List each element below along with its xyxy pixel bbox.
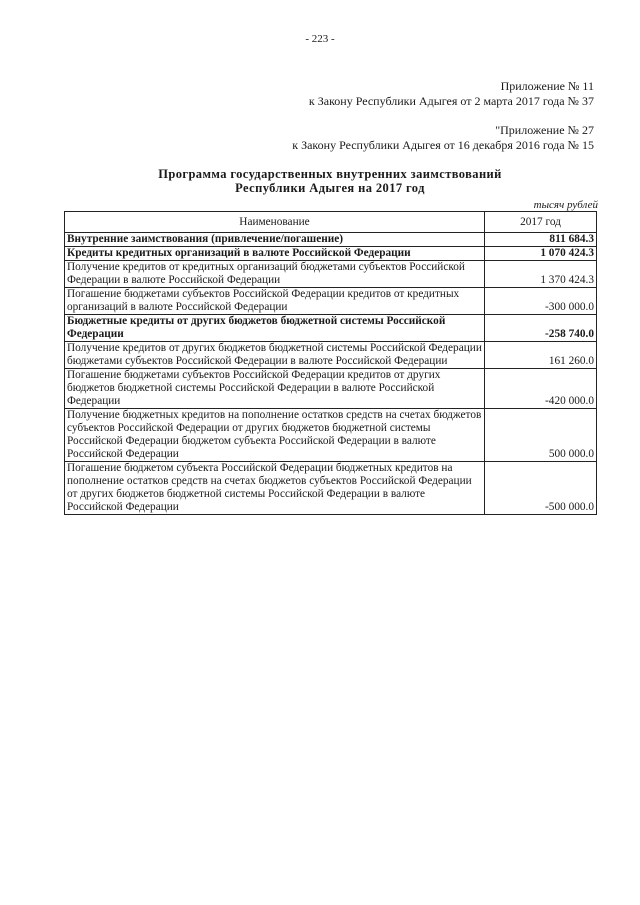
- row-value-cell: -300 000.0: [485, 288, 597, 315]
- row-name-cell: Погашение бюджетом субъекта Российской Федерации бюджетных кредитов на пополнение остатков средств на счетах бюджетов субъектов Российской Федерации от других бюджетов бюджетной системы Российской Федерации в валюте Российской Федерации: [65, 462, 485, 515]
- appendix-number: "Приложение № 27: [495, 123, 594, 137]
- row-value-cell: -500 000.0: [485, 462, 597, 515]
- table-row: [65, 369, 597, 409]
- row-value-cell: 1 370 424.3: [485, 261, 597, 288]
- column-header-name: Наименование: [65, 212, 485, 233]
- appendix-law-reference: к Закону Республики Адыгея от 2 марта 2017 года № 37: [308, 94, 594, 108]
- column-header-year: 2017 год: [485, 212, 597, 233]
- table-row: [65, 233, 597, 247]
- table-row: [65, 288, 597, 315]
- row-name-cell: Получение кредитов от кредитных организаций бюджетами субъектов Российской Федерации в валюте Российской Федерации: [65, 261, 485, 288]
- appendix-number: Приложение № 11: [500, 79, 594, 93]
- appendix-reference-current: [309, 79, 594, 109]
- row-name-cell: Получение бюджетных кредитов на пополнение остатков средств на счетах бюджетов субъектов Российской Федерации от других бюджетов бюджетной системы Российской Федерации бюджетом субъекта Российской Федерации в валюте Российской Федерации: [65, 409, 485, 462]
- row-name-cell: Погашение бюджетами субъектов Российской Федерации кредитов от других бюджетов бюджетной системы Российской Федерации в валюте Российской Федерации: [65, 369, 485, 409]
- table-body: [65, 233, 597, 515]
- table-row: [65, 409, 597, 462]
- row-name-cell: Погашение бюджетами субъектов Российской Федерации кредитов от кредитных организаций в валюте Российской Федерации: [65, 288, 485, 315]
- table-header-row: [65, 212, 597, 233]
- row-value-cell: 1 070 424.3: [485, 247, 597, 261]
- row-value-cell: -258 740.0: [485, 315, 597, 342]
- table-row: [65, 247, 597, 261]
- row-name-cell: Внутренние заимствования (привлечение/погашение): [65, 233, 485, 247]
- units-label: тысяч рублей: [533, 199, 598, 211]
- page-number: - 223 -: [305, 33, 335, 45]
- row-value-cell: 500 000.0: [485, 409, 597, 462]
- document-title: [0, 167, 640, 195]
- table-row: [65, 261, 597, 288]
- appendix-law-reference: к Закону Республики Адыгея от 16 декабря 2016 года № 15: [292, 138, 594, 152]
- row-value-cell: 161 260.0: [485, 342, 597, 369]
- row-name-cell: Бюджетные кредиты от других бюджетов бюджетной системы Российской Федерации: [65, 315, 485, 342]
- title-line-1: Программа государственных внутренних заимствований: [158, 167, 502, 181]
- row-value-cell: 811 684.3: [485, 233, 597, 247]
- table-row: [65, 342, 597, 369]
- row-value-cell: -420 000.0: [485, 369, 597, 409]
- borrowing-program-table: [64, 211, 597, 515]
- table-row: [65, 462, 597, 515]
- row-name-cell: Кредиты кредитных организаций в валюте Российской Федерации: [65, 247, 485, 261]
- title-line-2: Республики Адыгея на 2017 год: [235, 181, 425, 195]
- table-row: [65, 315, 597, 342]
- row-name-cell: Получение кредитов от других бюджетов бюджетной системы Российской Федерации бюджетами субъектов Российской Федерации в валюте Российской Федерации: [65, 342, 485, 369]
- appendix-reference-original: [292, 123, 594, 153]
